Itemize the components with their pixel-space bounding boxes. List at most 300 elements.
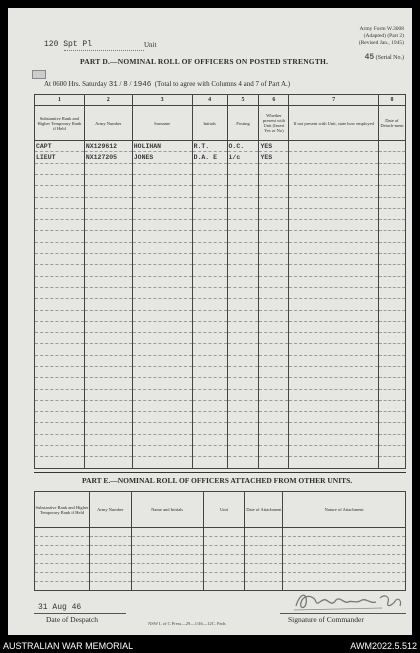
table-cell[interactable] [378,400,405,411]
table-row [35,423,406,434]
table-cell[interactable] [289,152,379,163]
table-cell[interactable] [259,457,289,469]
table-cell[interactable] [289,412,379,423]
table-cell[interactable] [192,321,227,332]
table-cell[interactable] [192,310,227,321]
table-cell[interactable] [132,231,192,242]
table-cell[interactable] [259,231,289,242]
table-cell[interactable] [227,344,259,355]
table-cell[interactable] [132,220,192,231]
table-cell[interactable] [259,287,289,298]
form-id-line1: Army Form W.3008 [359,26,404,32]
table-cell[interactable] [132,412,192,423]
table-cell[interactable] [131,555,203,564]
table-cell[interactable] [378,378,405,389]
table-cell[interactable] [84,220,132,231]
table-cell[interactable] [259,423,289,434]
table-cell[interactable] [84,457,132,469]
table-cell[interactable] [84,446,132,457]
table-cell[interactable] [227,220,259,231]
table-row [35,378,406,389]
table-cell[interactable] [203,582,245,591]
table-cell[interactable]: LIEUT [35,152,85,163]
table-cell[interactable] [84,355,132,366]
table-cell[interactable] [192,265,227,276]
table-cell[interactable] [84,299,132,310]
table-cell[interactable] [84,378,132,389]
table-cell[interactable] [227,287,259,298]
table-cell[interactable] [35,537,90,546]
table-cell[interactable] [35,197,85,208]
table-cell[interactable] [84,412,132,423]
table-cell[interactable] [84,254,132,265]
table-cell[interactable] [289,242,379,253]
table-row [35,310,406,321]
serial-number [365,53,404,62]
table-cell[interactable] [35,400,85,411]
table-cell[interactable] [84,287,132,298]
table-cell[interactable] [132,299,192,310]
table-cell[interactable] [35,378,85,389]
table-cell[interactable] [283,528,406,537]
table-cell[interactable] [259,321,289,332]
table-cell[interactable] [84,242,132,253]
table-cell[interactable] [227,254,259,265]
table-cell[interactable] [89,537,131,546]
table-cell[interactable] [132,389,192,400]
table-cell[interactable] [289,310,379,321]
table-cell[interactable] [283,564,406,573]
signature-underline [280,613,406,614]
part-d-title: PART D.—NOMINAL ROLL OF OFFICERS ON POSTED STRENGTH. [80,57,329,66]
table-cell[interactable] [378,186,405,197]
table-cell[interactable] [89,582,131,591]
table-cell[interactable] [245,528,283,537]
table-cell[interactable] [132,310,192,321]
table-cell[interactable] [35,208,85,219]
table-cell[interactable] [259,254,289,265]
table-cell[interactable] [131,573,203,582]
table-cell[interactable] [289,299,379,310]
table-cell[interactable] [378,254,405,265]
table-cell[interactable] [289,389,379,400]
table-cell[interactable] [378,355,405,366]
table-cell[interactable] [35,412,85,423]
table-cell[interactable] [227,367,259,378]
table-cell[interactable] [259,355,289,366]
table-cell[interactable] [245,564,283,573]
table-cell[interactable] [227,231,259,242]
table-cell[interactable] [35,367,85,378]
table-cell[interactable] [378,163,405,174]
table-cell[interactable] [35,265,85,276]
table-cell[interactable] [192,276,227,287]
table-cell[interactable] [227,242,259,253]
table-cell[interactable]: i/c [227,152,259,163]
table-row [35,367,406,378]
table-cell[interactable]: NX127205 [84,152,132,163]
table-cell[interactable] [289,197,379,208]
table-cell[interactable]: O.C. [227,141,259,152]
table-cell[interactable] [259,367,289,378]
table-cell[interactable] [289,457,379,469]
table-cell[interactable] [132,186,192,197]
table-cell[interactable] [378,220,405,231]
table-cell[interactable] [259,400,289,411]
table-cell[interactable] [378,197,405,208]
table-cell[interactable] [245,537,283,546]
table-cell[interactable] [203,537,245,546]
table-cell[interactable] [192,242,227,253]
table-cell[interactable] [289,423,379,434]
table-cell[interactable] [35,355,85,366]
table-cell[interactable] [132,321,192,332]
table-cell[interactable] [35,555,90,564]
table-cell[interactable] [259,299,289,310]
printer-note: NSW L of C Press—29—1/46—12C. Pads [148,621,226,626]
table-cell[interactable] [378,412,405,423]
column-number: 2 [84,95,132,106]
table-cell[interactable] [378,434,405,445]
table-cell[interactable] [245,582,283,591]
table-cell[interactable] [35,231,85,242]
table-cell[interactable] [192,344,227,355]
table-cell[interactable] [378,333,405,344]
table-cell[interactable] [84,367,132,378]
table-cell[interactable] [132,344,192,355]
table-cell[interactable] [35,457,85,469]
table-cell[interactable] [259,310,289,321]
table-cell[interactable] [227,186,259,197]
date-month: 8 [123,81,128,89]
table-cell[interactable] [84,344,132,355]
at-prefix: At 0600 Hrs. Saturday [44,80,107,88]
table-cell[interactable] [378,287,405,298]
table-cell[interactable] [192,355,227,366]
table-cell[interactable] [192,434,227,445]
table-cell[interactable] [84,389,132,400]
column-number: 7 [289,95,379,106]
table-cell[interactable] [259,434,289,445]
table-cell[interactable] [35,242,85,253]
table-row [35,152,406,163]
table-cell[interactable] [84,423,132,434]
table-cell[interactable] [84,197,132,208]
table-cell[interactable] [132,434,192,445]
table-cell[interactable]: R.T. [192,141,227,152]
table-cell[interactable] [192,208,227,219]
table-cell[interactable] [84,265,132,276]
table-cell[interactable] [203,528,245,537]
table-cell[interactable] [131,537,203,546]
table-cell[interactable] [289,287,379,298]
table-cell[interactable] [378,242,405,253]
table-cell[interactable] [259,186,289,197]
table-cell[interactable] [259,276,289,287]
table-cell[interactable] [289,333,379,344]
table-cell[interactable] [289,434,379,445]
table-cell[interactable] [259,242,289,253]
table-cell[interactable] [192,299,227,310]
table-cell[interactable] [132,174,192,185]
table-cell[interactable]: D.A. E [192,152,227,163]
table-cell[interactable] [289,367,379,378]
table-cell[interactable] [245,555,283,564]
table-cell[interactable] [192,412,227,423]
table-cell[interactable] [289,186,379,197]
table-cell[interactable] [132,446,192,457]
table-cell[interactable] [84,163,132,174]
table-cell[interactable] [35,564,90,573]
table-cell[interactable] [132,400,192,411]
table-cell[interactable] [245,573,283,582]
table-cell[interactable] [35,287,85,298]
table-cell[interactable] [35,321,85,332]
table-cell[interactable] [84,231,132,242]
column-header: If not present with Unit, state how employed [289,106,379,141]
table-cell[interactable] [35,434,85,445]
table-cell[interactable] [227,423,259,434]
table-cell[interactable] [283,573,406,582]
table-cell[interactable] [259,265,289,276]
table-cell[interactable] [378,367,405,378]
table-cell[interactable] [35,344,85,355]
table-cell[interactable] [378,446,405,457]
table-row [35,546,406,555]
table-cell[interactable] [259,412,289,423]
table-cell[interactable] [132,367,192,378]
table-cell[interactable] [227,208,259,219]
part-e-table [34,491,406,591]
table-cell[interactable] [227,163,259,174]
table-cell[interactable] [192,254,227,265]
table-cell[interactable] [84,186,132,197]
table-cell[interactable] [132,163,192,174]
table-cell[interactable] [89,528,131,537]
table-cell[interactable] [132,265,192,276]
table-cell[interactable] [132,378,192,389]
table-cell[interactable] [35,546,90,555]
table-cell[interactable] [203,555,245,564]
table-cell[interactable] [192,400,227,411]
table-cell[interactable] [227,197,259,208]
table-cell[interactable] [192,333,227,344]
table-cell[interactable] [132,287,192,298]
column-header: Nature of Attachment [283,492,406,528]
table-cell[interactable] [378,276,405,287]
table-cell[interactable] [192,423,227,434]
table-cell[interactable] [35,299,85,310]
table-cell[interactable] [227,400,259,411]
table-cell[interactable] [259,197,289,208]
table-cell[interactable] [289,344,379,355]
table-cell[interactable] [84,276,132,287]
table-cell[interactable] [192,231,227,242]
table-cell[interactable] [227,355,259,366]
table-cell[interactable] [259,163,289,174]
table-cell[interactable] [227,174,259,185]
table-cell[interactable] [192,367,227,378]
table-cell[interactable] [289,355,379,366]
table-cell[interactable] [35,163,85,174]
table-cell[interactable] [192,389,227,400]
table-cell[interactable] [203,573,245,582]
table-cell[interactable] [289,446,379,457]
table-cell[interactable] [132,197,192,208]
table-cell[interactable] [378,265,405,276]
table-cell[interactable] [84,321,132,332]
table-row [35,265,406,276]
table-cell[interactable] [35,423,85,434]
table-cell[interactable] [289,163,379,174]
table-cell[interactable] [259,208,289,219]
despatch-date-label: Date of Despatch [46,615,99,624]
table-cell[interactable] [132,208,192,219]
table-cell[interactable] [289,141,379,152]
table-cell[interactable] [131,546,203,555]
table-cell[interactable] [378,389,405,400]
table-cell[interactable] [192,186,227,197]
table-cell[interactable] [203,564,245,573]
table-cell[interactable] [227,378,259,389]
table-cell[interactable] [227,299,259,310]
despatch-date-value: 31 Aug 46 [38,603,82,612]
table-cell[interactable] [192,163,227,174]
table-cell[interactable] [289,231,379,242]
table-cell[interactable] [289,174,379,185]
table-cell[interactable] [378,231,405,242]
table-cell[interactable] [283,537,406,546]
table-cell[interactable] [259,333,289,344]
table-cell[interactable]: JONES [132,152,192,163]
table-cell[interactable] [192,220,227,231]
table-cell[interactable] [378,152,405,163]
table-cell[interactable] [378,208,405,219]
table-cell[interactable] [227,389,259,400]
table-cell[interactable] [378,310,405,321]
table-cell[interactable] [378,141,405,152]
table-cell[interactable] [89,564,131,573]
table-cell[interactable] [35,573,90,582]
table-cell[interactable] [131,528,203,537]
table-cell[interactable] [227,446,259,457]
table-cell[interactable] [378,344,405,355]
table-cell[interactable] [132,333,192,344]
table-cell[interactable] [227,333,259,344]
table-cell[interactable] [227,276,259,287]
table-row [35,254,406,265]
table-cell[interactable] [35,528,90,537]
table-cell[interactable] [289,378,379,389]
table-cell[interactable] [35,389,85,400]
table-cell[interactable] [84,310,132,321]
table-cell[interactable] [35,582,90,591]
table-cell[interactable] [227,434,259,445]
table-cell[interactable] [192,446,227,457]
table-cell[interactable] [259,344,289,355]
table-cell[interactable] [89,573,131,582]
table-cell[interactable] [283,555,406,564]
table-cell[interactable] [132,457,192,469]
table-cell[interactable] [132,242,192,253]
table-row [35,344,406,355]
table-cell[interactable] [378,174,405,185]
table-cell[interactable] [131,582,203,591]
table-cell[interactable] [378,299,405,310]
table-cell[interactable] [259,378,289,389]
table-cell[interactable] [84,208,132,219]
table-cell[interactable]: CAPT [35,141,85,152]
table-cell[interactable] [89,555,131,564]
table-cell[interactable] [192,174,227,185]
table-cell[interactable] [227,265,259,276]
table-cell[interactable] [131,564,203,573]
table-cell[interactable] [35,220,85,231]
table-cell[interactable] [227,321,259,332]
table-cell[interactable] [259,446,289,457]
table-cell[interactable] [289,400,379,411]
table-cell[interactable] [84,434,132,445]
table-cell[interactable] [227,310,259,321]
table-cell[interactable] [132,423,192,434]
table-cell[interactable] [289,220,379,231]
column-header: Army Number [89,492,131,528]
table-cell[interactable] [259,220,289,231]
table-cell[interactable]: HOLIHAN [132,141,192,152]
table-cell[interactable] [89,546,131,555]
table-cell[interactable] [378,423,405,434]
table-cell[interactable]: YES [259,141,289,152]
table-cell[interactable] [132,355,192,366]
column-number: 6 [259,95,289,106]
table-cell[interactable] [192,457,227,469]
table-cell[interactable] [378,457,405,469]
table-cell[interactable] [192,197,227,208]
table-cell[interactable] [35,174,85,185]
table-cell[interactable] [132,276,192,287]
column-number-row [35,95,406,106]
table-cell[interactable] [289,276,379,287]
table-cell[interactable] [132,254,192,265]
table-cell[interactable] [35,254,85,265]
table-cell[interactable] [227,457,259,469]
table-cell[interactable] [84,333,132,344]
table-cell[interactable] [35,186,85,197]
table-cell[interactable] [35,333,85,344]
table-cell[interactable] [245,546,283,555]
table-cell[interactable] [378,321,405,332]
table-cell[interactable] [192,378,227,389]
table-cell[interactable] [289,321,379,332]
table-cell[interactable] [84,174,132,185]
table-cell[interactable] [227,412,259,423]
table-cell[interactable] [35,310,85,321]
table-cell[interactable] [283,546,406,555]
table-cell[interactable] [35,276,85,287]
table-cell[interactable] [192,287,227,298]
table-cell[interactable] [289,265,379,276]
table-cell[interactable] [289,254,379,265]
table-cell[interactable]: NX129612 [84,141,132,152]
table-cell[interactable] [259,174,289,185]
table-cell[interactable] [289,208,379,219]
table-cell[interactable] [203,546,245,555]
table-cell[interactable] [35,446,85,457]
table-cell[interactable] [259,389,289,400]
table-cell[interactable] [84,400,132,411]
column-number: 4 [192,95,227,106]
table-cell[interactable]: YES [259,152,289,163]
